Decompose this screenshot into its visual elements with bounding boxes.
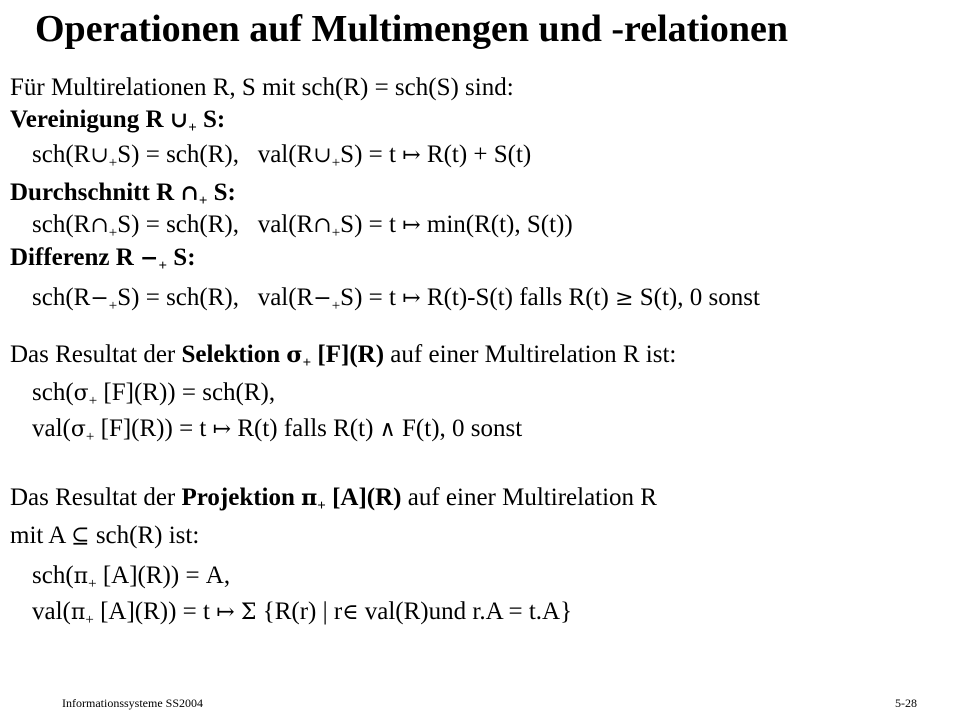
selection-intro <box>10 340 676 378</box>
union-def-part3: S) = t <box>340 141 403 168</box>
difference-def-part4: R(t)-S(t) falls R(t) <box>420 284 616 311</box>
selection-val-mid2: R(t) falls R(t) <box>231 415 380 442</box>
selection-intro-bold: Selektion $\sigma_+$ [F](R) <box>181 341 385 371</box>
union-heading <box>10 105 225 143</box>
union-heading-prefix: Vereinigung R <box>10 106 170 133</box>
selection-intro-prefix: Das Resultat der <box>10 341 182 368</box>
difference-definition <box>32 283 760 321</box>
pi-symbol: π <box>301 485 318 511</box>
subseteq-symbol: ⊆ <box>71 524 90 549</box>
intersection-heading-prefix: Durchschnitt R <box>10 179 181 206</box>
sum-symbol: Σ <box>240 600 257 625</box>
difference-heading-suffix: S: <box>167 244 196 271</box>
plus-subscript: + <box>331 155 341 171</box>
union-def-part4: R(t) + S(t) <box>420 141 532 168</box>
minus-symbol: − <box>90 286 109 311</box>
mapsto-symbol: ↦ <box>212 417 232 442</box>
projection-intro-line2-suffix: sch(R) ist: <box>89 522 200 549</box>
union-definition <box>32 140 531 178</box>
mapsto-symbol: ↦ <box>402 143 421 168</box>
union-def-part1: sch(R <box>32 141 91 168</box>
intersection-def-part3: S) = t <box>340 211 403 238</box>
elem-symbol: ∈ <box>342 600 359 625</box>
mapsto-symbol: ↦ <box>216 600 235 625</box>
mapsto-symbol: ↦ <box>402 213 421 238</box>
cup-symbol: ∪ <box>90 143 109 168</box>
projection-sch-prefix: sch( <box>32 562 74 589</box>
plus-subscript: + <box>317 498 326 514</box>
plus-subscript: + <box>88 576 97 592</box>
and-symbol: ∧ <box>379 417 396 442</box>
projection-sch-suffix: [A](R)) = A, <box>96 562 231 589</box>
intersection-def-part4: min(R(t), S(t)) <box>420 211 573 238</box>
plus-subscript: + <box>158 258 168 274</box>
projection-sch <box>32 561 230 599</box>
pi-symbol: π <box>70 600 86 625</box>
projection-intro-bold: Projektion $\pi_+$ [A](R) <box>181 484 402 514</box>
union-heading-suffix: S: <box>196 106 226 133</box>
minus-symbol: − <box>313 286 332 311</box>
plus-subscript: + <box>188 120 197 136</box>
plus-subscript: + <box>331 298 341 314</box>
plus-subscript: + <box>331 225 341 241</box>
cup-symbol: ∪ <box>313 143 332 168</box>
projection-val-suffix: val(R)und r.A = t.A} <box>358 598 573 625</box>
plus-subscript: + <box>108 225 118 241</box>
difference-def-part1: sch(R <box>32 284 91 311</box>
difference-heading-prefix: Differenz R <box>10 244 141 271</box>
plus-subscript: + <box>302 355 312 371</box>
intersection-def-part1: sch(R <box>32 211 91 238</box>
plus-subscript: + <box>108 155 118 171</box>
selection-sch-suffix: [F](R)) = sch(R), <box>97 379 276 406</box>
selection-val-prefix: val( <box>32 415 71 442</box>
selection-sch <box>32 378 275 416</box>
cup-symbol: ∪ <box>169 107 189 133</box>
slide-title: Operationen auf Multimengen und -relationen <box>35 8 788 50</box>
mapsto-symbol: ↦ <box>402 286 421 311</box>
sigma-symbol: σ <box>286 342 303 368</box>
sigma-symbol: σ <box>73 381 89 406</box>
projection-val <box>32 597 572 635</box>
plus-subscript: + <box>88 393 98 409</box>
plus-subscript: + <box>198 193 208 209</box>
selection-intro-suffix: auf einer Multirelation R ist: <box>384 341 677 368</box>
geq-symbol: ≥ <box>615 286 634 311</box>
intersection-heading-suffix: S: <box>207 179 236 206</box>
intro-line: Für Multirelationen R, S mit sch(R) = sch(S) sind: <box>10 74 514 101</box>
projection-intro-line2 <box>10 521 199 552</box>
plus-subscript: + <box>85 612 94 628</box>
difference-def-part5: S(t), 0 sonst <box>633 284 760 311</box>
difference-def-part3: S) = t <box>340 284 403 311</box>
projection-intro <box>10 483 657 521</box>
projection-intro-line2-prefix: mit A <box>10 522 72 549</box>
minus-symbol: − <box>140 245 159 271</box>
selection-val-suffix: F(t), 0 sonst <box>395 415 523 442</box>
footer-course: Informationssysteme SS2004 <box>62 696 203 710</box>
intersection-def-part2: S) = sch(R), val(R <box>117 211 314 238</box>
sigma-symbol: σ <box>70 417 86 442</box>
projection-val-prefix: val( <box>32 598 71 625</box>
cap-symbol: ∩ <box>313 213 332 238</box>
plus-subscript: + <box>85 429 95 445</box>
projection-val-mid3: {R(r) | r <box>256 598 343 625</box>
footer-page-number: 5-28 <box>895 696 917 710</box>
projection-val-mid: [A](R)) = t <box>93 598 217 625</box>
plus-subscript: + <box>108 298 118 314</box>
projection-intro-prefix: Das Resultat der <box>10 484 182 511</box>
selection-sch-prefix: sch( <box>32 379 74 406</box>
selection-val-mid: [F](R)) = t <box>94 415 213 442</box>
difference-def-part2: S) = sch(R), val(R <box>117 284 314 311</box>
cap-symbol: ∩ <box>180 180 199 206</box>
union-def-part2: S) = sch(R), val(R <box>117 141 314 168</box>
pi-symbol: π <box>73 564 89 589</box>
selection-val <box>32 414 522 452</box>
cap-symbol: ∩ <box>90 213 109 238</box>
projection-intro-suffix: auf einer Multirelation R <box>401 484 657 511</box>
difference-heading <box>10 243 196 281</box>
